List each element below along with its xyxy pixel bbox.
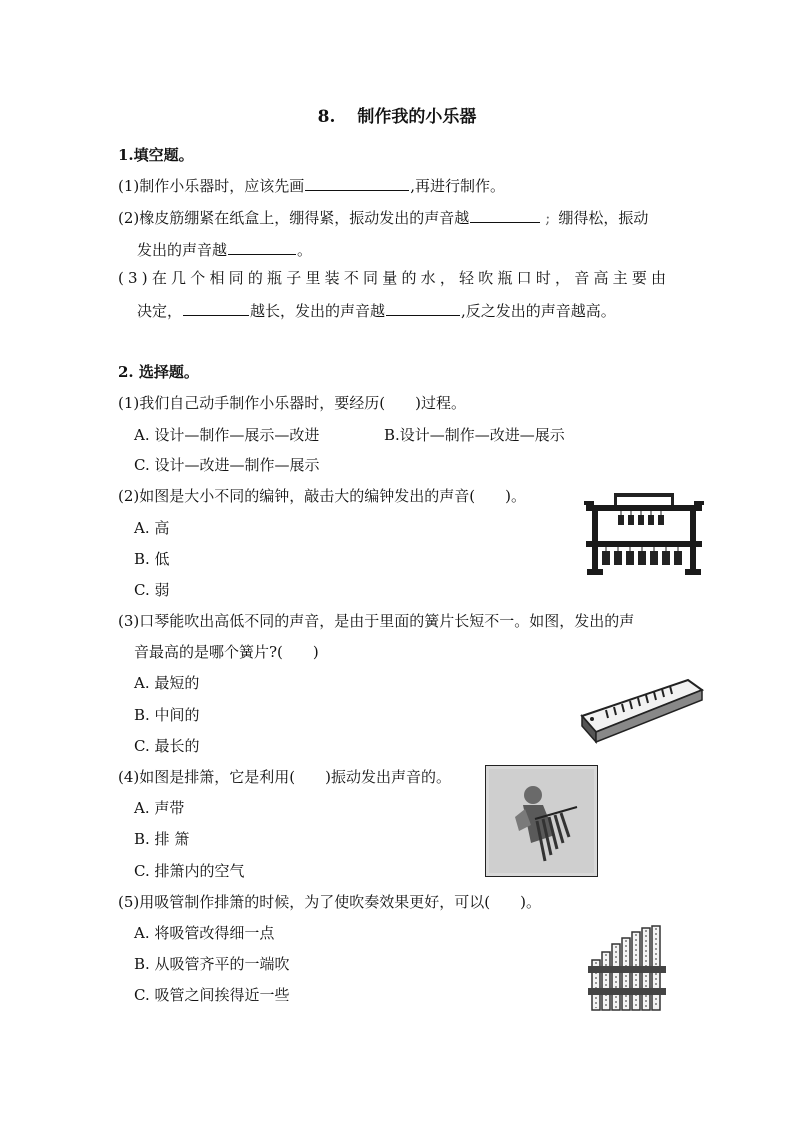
choice-question-3-stem-line1: (3)口琴能吹出高低不同的声音，是由于里面的簧片长短不一。如图，发出的声 — [118, 612, 635, 630]
choice-q4-option-a[interactable]: A. 声带 — [134, 799, 185, 817]
page-title — [0, 106, 794, 128]
answer-blank[interactable] — [183, 300, 249, 316]
choice-q4-option-c[interactable]: C. 排箫内的空气 — [134, 862, 245, 880]
chime-bells-icon — [584, 493, 704, 579]
section2-heading: 2. 选择题。 — [118, 363, 199, 381]
choice-question-3-stem-line2: 音最高的是哪个簧片?( ) — [134, 643, 319, 661]
answer-blank[interactable] — [470, 207, 540, 223]
choice-q2-option-a[interactable]: A. 高 — [134, 519, 170, 537]
choice-q1-option-b[interactable]: B.设计—制作—改进—展示 — [384, 426, 565, 444]
answer-blank[interactable] — [228, 239, 296, 255]
choice-q3-option-b[interactable]: B. 中间的 — [134, 706, 200, 724]
choice-question-1-stem: (1)我们自己动手制作小乐器时，要经历( )过程。 — [118, 394, 466, 412]
choice-q1-option-c[interactable]: C. 设计—改进—制作—展示 — [134, 456, 320, 474]
panflute-photo-icon — [485, 765, 598, 877]
straw-panpipe-icon — [588, 924, 666, 1016]
choice-q3-option-a[interactable]: A. 最短的 — [134, 674, 200, 692]
fill-question-1: (1)制作小乐器时，应该先画 ,再进行制作。 — [118, 177, 506, 195]
harmonica-icon — [578, 676, 706, 748]
section1-heading: 1.填空题。 — [118, 146, 194, 164]
choice-q5-option-c[interactable]: C. 吸管之间挨得近一些 — [134, 986, 290, 1004]
choice-question-5-stem: (5)用吸管制作排箫的时候，为了使吹奏效果更好，可以( )。 — [118, 893, 541, 911]
choice-question-4-stem: (4)如图是排箫，它是利用( )振动发出声音的。 — [118, 768, 451, 786]
choice-q5-option-a[interactable]: A. 将吸管改得细一点 — [134, 924, 275, 942]
title-text: 制作我的小乐器 — [357, 107, 477, 127]
answer-blank[interactable] — [305, 175, 409, 191]
choice-question-2-stem: (2)如图是大小不同的编钟，敲击大的编钟发出的声音( )。 — [118, 487, 526, 505]
choice-q5-option-b[interactable]: B. 从吸管齐平的一端吹 — [134, 955, 290, 973]
fill-question-2-line1: (2)橡皮筋绷紧在纸盒上，绷得紧，振动发出的声音越 ; 绷得松，振动 — [118, 209, 649, 227]
choice-q2-option-c[interactable]: C. 弱 — [134, 581, 170, 599]
choice-q1-option-a[interactable]: A. 设计—制作—展示—改进 — [134, 426, 320, 444]
choice-q3-option-c[interactable]: C. 最长的 — [134, 737, 200, 755]
choice-q4-option-b[interactable]: B. 排 箫 — [134, 830, 190, 848]
fill-question-2-line2: 发出的声音越 。 — [137, 241, 313, 259]
answer-blank[interactable] — [386, 300, 460, 316]
title-number: 8. — [317, 107, 336, 127]
fill-question-3-line2: 决定， 越长，发出的声音越 ,反之发出的声音越高。 — [137, 302, 616, 320]
fill-question-3-line1: (3)在几个相同的瓶子里装不同量的水，轻吹瓶口时，音高主要由 — [118, 269, 671, 287]
choice-q2-option-b[interactable]: B. 低 — [134, 550, 170, 568]
